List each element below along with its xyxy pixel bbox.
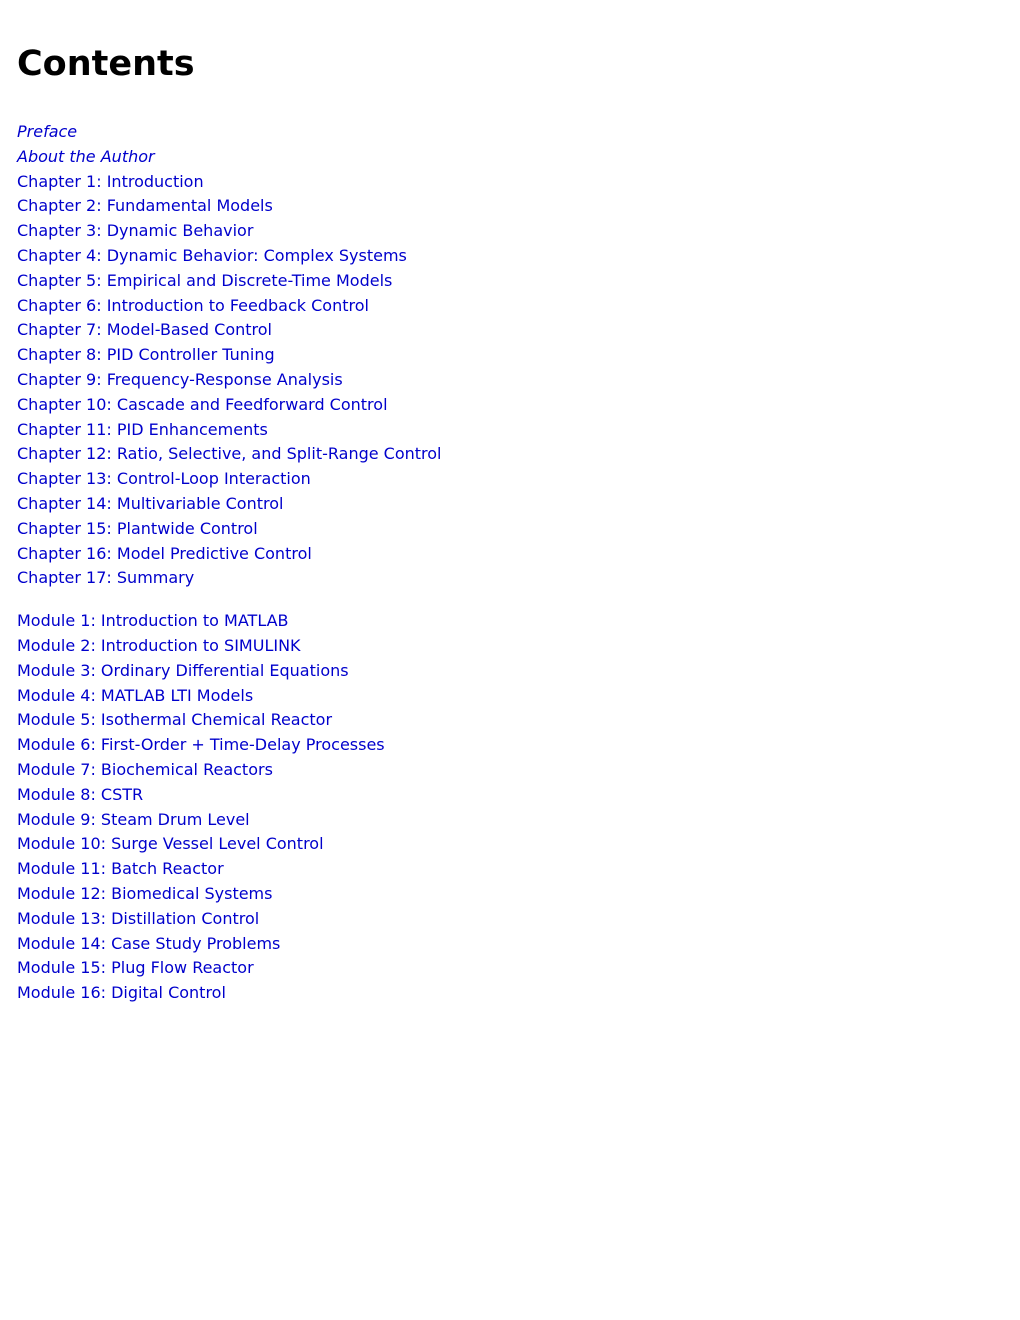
toc-list-item xyxy=(17,981,1003,1006)
module-list xyxy=(17,609,1003,1006)
chapter-link[interactable]: Chapter 14: Multivariable Control xyxy=(17,493,284,513)
module-link[interactable]: Module 12: Biomedical Systems xyxy=(17,883,273,903)
toc-list-item xyxy=(17,492,1003,517)
toc-list-item xyxy=(17,244,1003,269)
chapter-link[interactable]: Chapter 16: Model Predictive Control xyxy=(17,543,312,563)
module-link[interactable]: Module 16: Digital Control xyxy=(17,983,226,1003)
toc-list-item xyxy=(17,907,1003,932)
module-link[interactable]: Module 2: Introduction to SIMULINK xyxy=(17,635,301,655)
toc-list-item xyxy=(17,566,1003,591)
chapter-link[interactable]: Chapter 5: Empirical and Discrete-Time Models xyxy=(17,270,393,290)
front-matter-link[interactable]: About the Author xyxy=(17,146,155,166)
module-link[interactable]: Module 9: Steam Drum Level xyxy=(17,809,250,829)
module-link[interactable]: Module 4: MATLAB LTI Models xyxy=(17,685,254,705)
page-title: Contents xyxy=(17,44,195,84)
toc-list-item xyxy=(17,442,1003,467)
toc-list-item xyxy=(17,269,1003,294)
module-link[interactable]: Module 3: Ordinary Differential Equations xyxy=(17,660,349,680)
toc-list-item xyxy=(17,467,1003,492)
module-link[interactable]: Module 14: Case Study Problems xyxy=(17,933,281,953)
toc-list-item xyxy=(17,659,1003,684)
chapter-link[interactable]: Chapter 7: Model-Based Control xyxy=(17,320,272,340)
module-link[interactable]: Module 7: Biochemical Reactors xyxy=(17,759,273,779)
toc-list-item xyxy=(17,318,1003,343)
toc-list-item xyxy=(17,368,1003,393)
toc-list-item xyxy=(17,170,1003,195)
chapter-link[interactable]: Chapter 9: Frequency-Response Analysis xyxy=(17,369,343,389)
toc-list-item xyxy=(17,517,1003,542)
chapter-link[interactable]: Chapter 4: Dynamic Behavior: Complex Systems xyxy=(17,245,407,265)
module-link[interactable]: Module 15: Plug Flow Reactor xyxy=(17,958,254,978)
toc-list-item xyxy=(17,808,1003,833)
chapter-link[interactable]: Chapter 2: Fundamental Models xyxy=(17,196,273,216)
contents-page xyxy=(17,0,1003,1006)
module-link[interactable]: Module 5: Isothermal Chemical Reactor xyxy=(17,710,333,730)
module-link[interactable]: Module 1: Introduction to MATLAB xyxy=(17,611,289,631)
toc-list-item xyxy=(17,634,1003,659)
module-link[interactable]: Module 11: Batch Reactor xyxy=(17,859,224,879)
toc-list-item xyxy=(17,708,1003,733)
chapter-link[interactable]: Chapter 10: Cascade and Feedforward Control xyxy=(17,394,388,414)
chapter-link[interactable]: Chapter 11: PID Enhancements xyxy=(17,419,268,439)
chapter-list xyxy=(17,170,1003,592)
module-link[interactable]: Module 13: Distillation Control xyxy=(17,908,260,928)
toc-list-item xyxy=(17,882,1003,907)
toc-list-item xyxy=(17,120,1003,145)
chapter-link[interactable]: Chapter 8: PID Controller Tuning xyxy=(17,345,275,365)
front-matter-link[interactable]: Preface xyxy=(17,122,78,141)
toc-list-item xyxy=(17,609,1003,634)
toc-list-item xyxy=(17,418,1003,443)
toc-list-item xyxy=(17,145,1003,170)
toc-list-item xyxy=(17,832,1003,857)
toc-list-item xyxy=(17,857,1003,882)
front-matter-list xyxy=(17,120,1003,170)
toc-list-item xyxy=(17,932,1003,957)
toc-list-item xyxy=(17,684,1003,709)
chapter-link[interactable]: Chapter 6: Introduction to Feedback Control xyxy=(17,295,369,315)
chapter-link[interactable]: Chapter 15: Plantwide Control xyxy=(17,518,258,538)
module-link[interactable]: Module 6: First-Order + Time-Delay Processes xyxy=(17,735,385,755)
module-link[interactable]: Module 8: CSTR xyxy=(17,784,144,804)
chapter-link[interactable]: Chapter 1: Introduction xyxy=(17,171,204,191)
toc-list-item xyxy=(17,343,1003,368)
chapter-link[interactable]: Chapter 17: Summary xyxy=(17,568,195,588)
toc-list-item xyxy=(17,294,1003,319)
toc-list-item xyxy=(17,956,1003,981)
module-link[interactable]: Module 10: Surge Vessel Level Control xyxy=(17,834,324,854)
toc-list-item xyxy=(17,393,1003,418)
toc-list-item xyxy=(17,758,1003,783)
chapter-link[interactable]: Chapter 13: Control-Loop Interaction xyxy=(17,469,311,489)
toc-list-item xyxy=(17,783,1003,808)
toc-list-item xyxy=(17,542,1003,567)
chapter-link[interactable]: Chapter 3: Dynamic Behavior xyxy=(17,221,254,241)
toc-list-item xyxy=(17,733,1003,758)
chapter-link[interactable]: Chapter 12: Ratio, Selective, and Split-Range Control xyxy=(17,444,442,464)
toc-list-item xyxy=(17,194,1003,219)
toc-list-item xyxy=(17,219,1003,244)
